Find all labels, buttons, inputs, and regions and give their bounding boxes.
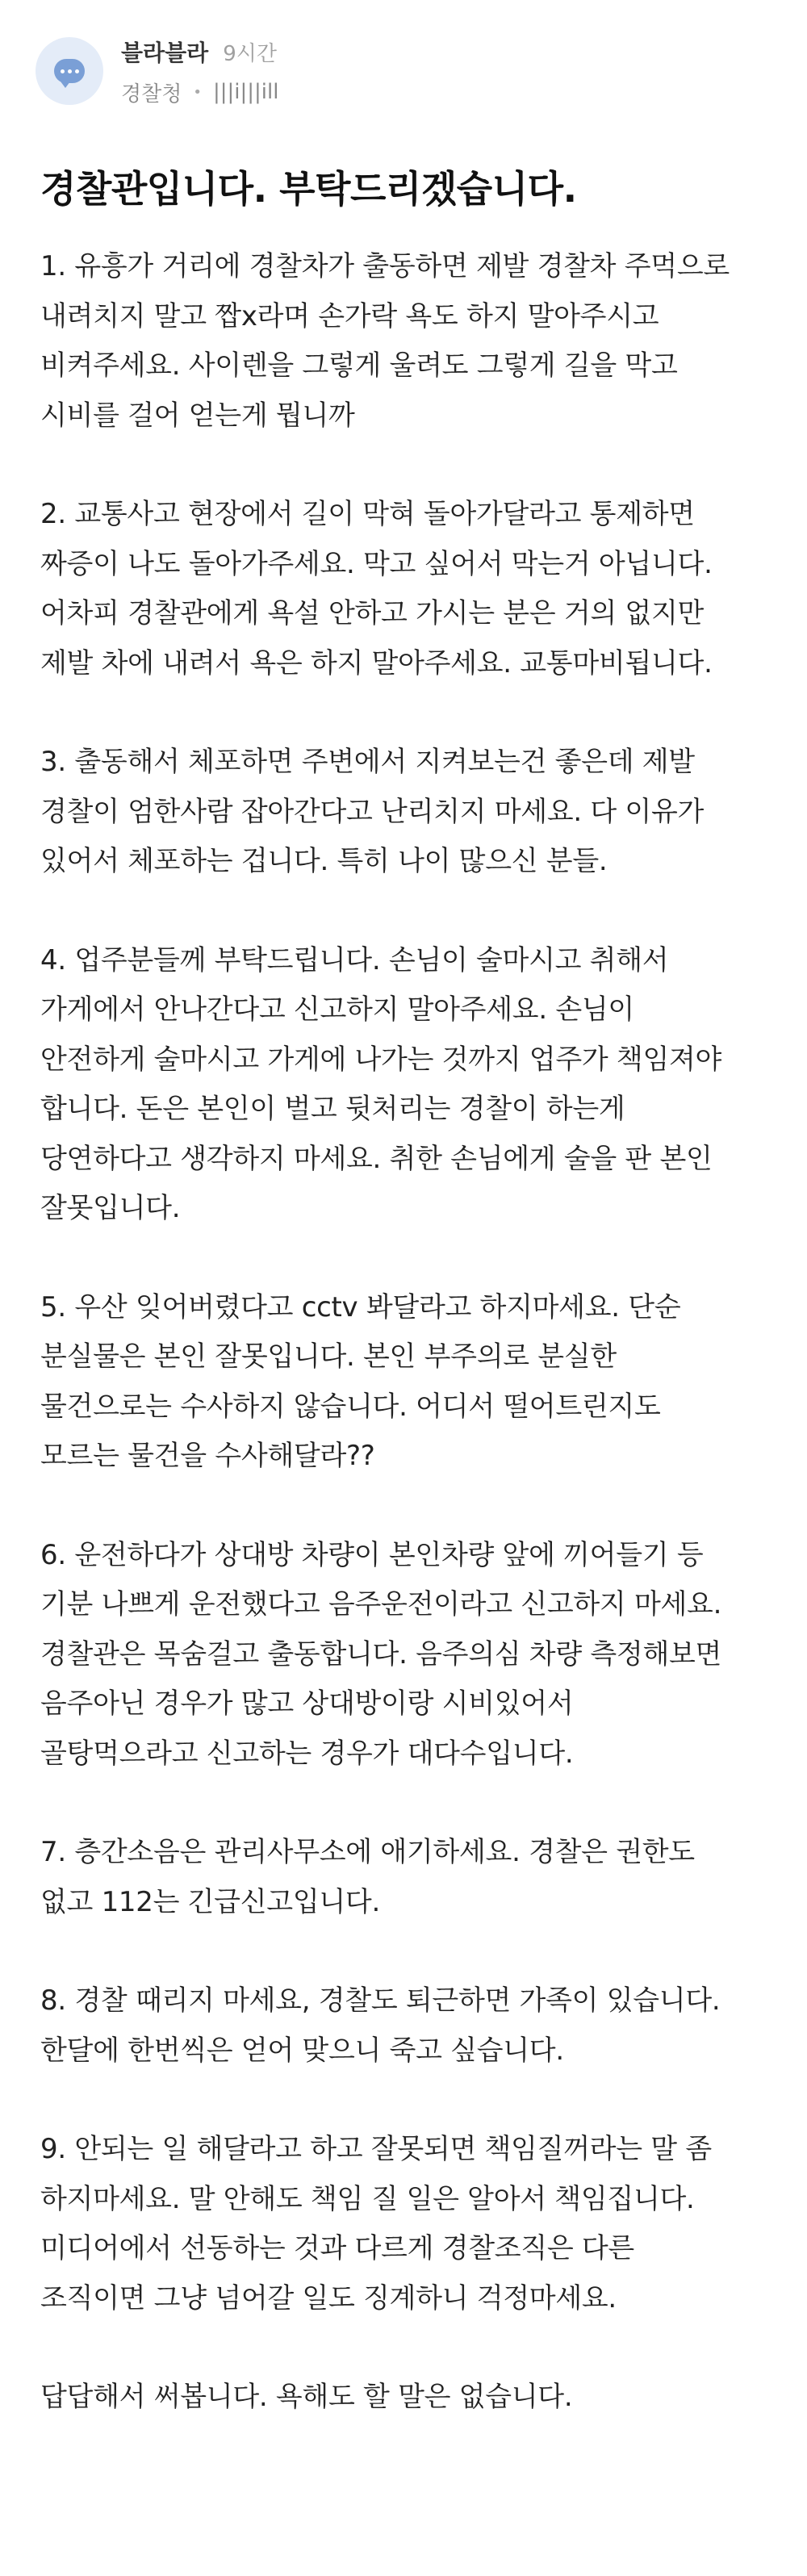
paragraph-line: 하지마세요. 말 안해도 책임 질 일은 알아서 책임집니다. — [40, 2182, 695, 2215]
paragraph-line: 골탕먹으라고 신고하는 경우가 대다수입니다. — [40, 1737, 574, 1770]
post-header — [36, 31, 771, 111]
paragraph-line: 짜증이 나도 돌아가주세요. 막고 싶어서 막는거 아닙니다. — [40, 547, 713, 580]
paragraph-line: 조직이면 그냥 넘어갈 일도 징계하니 걱정마세요. — [40, 2281, 617, 2315]
post-paragraph — [40, 2373, 783, 2423]
post-paragraph — [40, 936, 783, 1234]
paragraph-line: 경찰이 엄한사람 잡아간다고 난리치지 마세요. 다 이유가 — [40, 795, 705, 828]
paragraph-line: 음주아닌 경우가 많고 상대방이랑 시비있어서 — [40, 1687, 574, 1720]
paragraph-line: 기분 나쁘게 운전했다고 음주운전이라고 신고하지 마세요. — [40, 1588, 722, 1620]
meta-separator: • — [193, 83, 202, 101]
post-title: 경찰관입니다. 부탁드리겠습니다. — [40, 167, 577, 211]
paragraph-line: 합니다. 돈은 본인이 벌고 뒷처리는 경찰이 하는게 — [40, 1093, 625, 1125]
post-paragraph — [40, 1976, 783, 2076]
paragraph-line: 경찰관은 목숨걸고 출동합니다. 음주의심 차량 측정해보면 — [40, 1637, 722, 1671]
post-paragraph — [40, 1828, 783, 1927]
paragraph-line: 당연하다고 생각하지 마세요. 취한 손님에게 술을 판 본인 — [40, 1142, 713, 1175]
paragraph-line: 없고 112는 긴급신고입니다. — [40, 1885, 380, 1918]
paragraph-line: 모르는 물건을 수사해달라?? — [40, 1440, 375, 1472]
post-paragraph — [40, 490, 783, 688]
post-paragraph — [40, 1531, 783, 1779]
paragraph-line: 6. 운전하다가 상대방 차량이 본인차량 앞에 끼어들기 등 — [40, 1538, 704, 1571]
paragraph-line: 8. 경찰 때리지 마세요, 경찰도 퇴근하면 가족이 있습니다. — [40, 1984, 721, 2017]
paragraph-line: 비켜주세요. 사이렌을 그렇게 울려도 그렇게 길을 막고 — [40, 349, 678, 382]
author-info — [121, 36, 278, 107]
post-paragraph — [40, 738, 783, 887]
paragraph-line: 답답해서 써봅니다. 욕해도 할 말은 없습니다. — [40, 2381, 573, 2413]
paragraph-line: 어차피 경찰관에게 욕설 안하고 가시는 분은 거의 없지만 — [40, 597, 705, 629]
paragraph-line: 시비를 걸어 얻는게 뭡니까 — [40, 399, 355, 432]
paragraph-line: 안전하게 술마시고 가게에 나가는 것까지 업주가 책임져야 — [40, 1043, 722, 1076]
paragraph-line: 9. 안되는 일 해달라고 하고 잘못되면 책임질꺼라는 말 좀 — [40, 2133, 712, 2165]
post-paragraph — [40, 2125, 783, 2323]
paragraph-line: 있어서 체포하는 겁니다. 특히 나이 많으신 분들. — [40, 845, 608, 877]
author-company[interactable]: 경찰청 — [121, 82, 182, 107]
post-time: 9시간 — [223, 41, 277, 66]
paragraph-line: 제발 차에 내려서 욕은 하지 말아주세요. 교통마비됩니다. — [40, 646, 713, 680]
author-name[interactable]: 블라블라 — [121, 39, 209, 66]
post-body — [40, 242, 783, 2472]
post-paragraph — [40, 242, 783, 441]
paragraph-line: 한달에 한번씩은 얻어 맞으니 죽고 싶습니다. — [40, 2034, 564, 2067]
paragraph-line: 7. 층간소음은 관리사무소에 애기하세요. 경찰은 권한도 — [40, 1836, 695, 1868]
author-nickname: |||i|||ill — [212, 80, 279, 104]
paragraph-line: 미디어에서 선동하는 것과 다르게 경찰조직은 다른 — [40, 2232, 634, 2264]
post-paragraph — [40, 1283, 783, 1482]
paragraph-line: 물건으로는 수사하지 않습니다. 어디서 떨어트린지도 — [40, 1390, 661, 1423]
paragraph-line: 5. 우산 잊어버렸다고 cctv 봐달라고 하지마세요. 단순 — [40, 1290, 681, 1324]
paragraph-line: 1. 유흥가 거리에 경찰차가 출동하면 제발 경찰차 주먹으로 — [40, 250, 730, 282]
paragraph-line: 가게에서 안나간다고 신고하지 말아주세요. 손님이 — [40, 993, 634, 1026]
paragraph-line: 잘못입니다. — [40, 1192, 181, 1224]
paragraph-line: 분실물은 본인 잘못입니다. 본인 부주의로 분실한 — [40, 1340, 617, 1373]
author-avatar[interactable] — [36, 37, 103, 105]
paragraph-line: 내려치지 말고 짭x라며 손가락 욕도 하지 말아주시고 — [40, 299, 659, 332]
chat-bubble-icon — [54, 59, 85, 83]
paragraph-line: 2. 교통사고 현장에서 길이 막혀 돌아가달라고 통제하면 — [40, 498, 695, 530]
paragraph-line: 4. 업주분들께 부탁드립니다. 손님이 술마시고 취해서 — [40, 943, 669, 976]
paragraph-line: 3. 출동해서 체포하면 주변에서 지켜보는건 좋은데 제발 — [40, 746, 695, 778]
